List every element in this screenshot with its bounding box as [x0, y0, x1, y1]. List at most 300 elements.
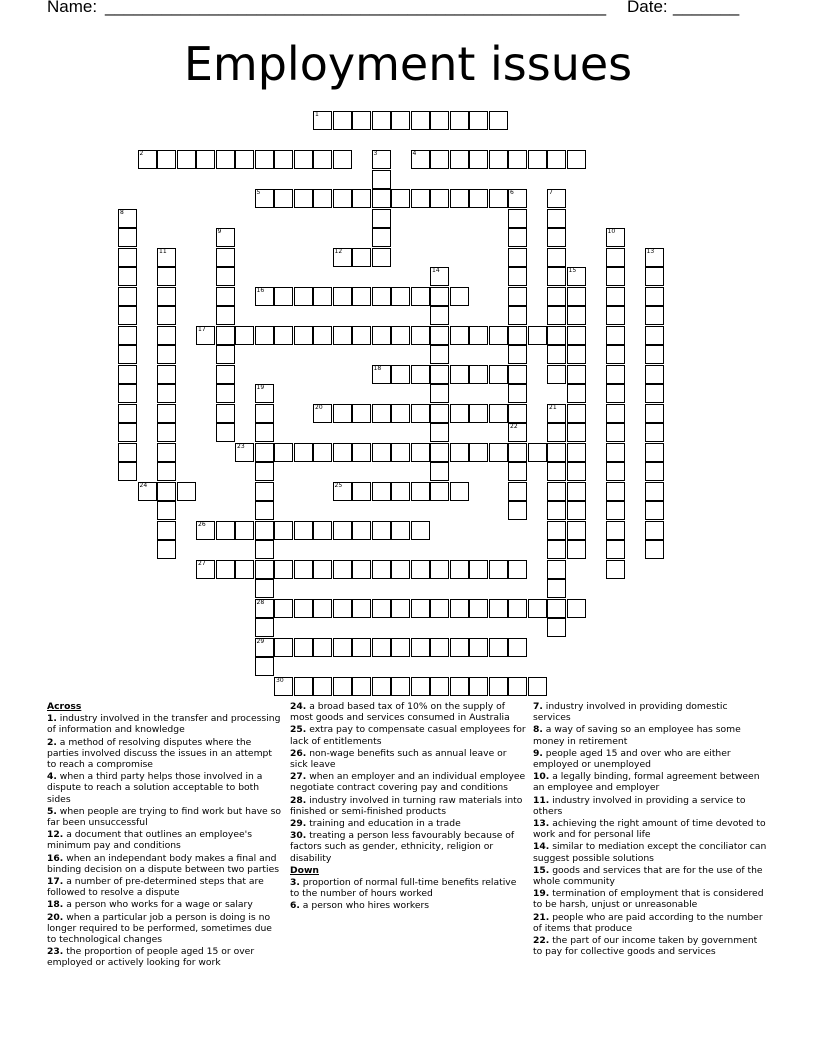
crossword-cell[interactable]: [645, 287, 664, 306]
crossword-cell[interactable]: [118, 365, 137, 384]
crossword-cell[interactable]: [333, 404, 352, 423]
crossword-cell[interactable]: [645, 423, 664, 442]
crossword-cell[interactable]: [157, 423, 176, 442]
crossword-cell[interactable]: [216, 267, 235, 286]
crossword-cell[interactable]: [430, 150, 449, 169]
crossword-cell[interactable]: [391, 638, 410, 657]
crossword-cell[interactable]: [489, 443, 508, 462]
crossword-cell[interactable]: [450, 638, 469, 657]
crossword-cell[interactable]: [606, 267, 625, 286]
crossword-cell[interactable]: [216, 228, 235, 247]
crossword-cell[interactable]: [118, 209, 137, 228]
crossword-cell[interactable]: [313, 326, 332, 345]
crossword-cell[interactable]: [352, 248, 371, 267]
crossword-cell[interactable]: [547, 599, 566, 618]
crossword-cell[interactable]: [489, 150, 508, 169]
crossword-cell[interactable]: [333, 560, 352, 579]
crossword-cell[interactable]: [352, 111, 371, 130]
crossword-cell[interactable]: [255, 462, 274, 481]
crossword-cell[interactable]: [157, 482, 176, 501]
crossword-cell[interactable]: [333, 599, 352, 618]
crossword-cell[interactable]: [274, 560, 293, 579]
crossword-cell[interactable]: [333, 677, 352, 696]
crossword-cell[interactable]: [508, 287, 527, 306]
crossword-cell[interactable]: [430, 326, 449, 345]
crossword-cell[interactable]: [274, 189, 293, 208]
crossword-cell[interactable]: [489, 189, 508, 208]
crossword-cell[interactable]: [430, 423, 449, 442]
crossword-cell[interactable]: [508, 189, 527, 208]
crossword-cell[interactable]: [118, 443, 137, 462]
crossword-cell[interactable]: [196, 521, 215, 540]
crossword-cell[interactable]: [567, 443, 586, 462]
crossword-cell[interactable]: [255, 150, 274, 169]
crossword-cell[interactable]: [430, 443, 449, 462]
crossword-cell[interactable]: [547, 306, 566, 325]
crossword-cell[interactable]: [567, 345, 586, 364]
crossword-cell[interactable]: [372, 326, 391, 345]
crossword-cell[interactable]: [645, 521, 664, 540]
crossword-cell[interactable]: [216, 248, 235, 267]
crossword-cell[interactable]: [391, 326, 410, 345]
crossword-cell[interactable]: [333, 638, 352, 657]
crossword-cell[interactable]: [547, 482, 566, 501]
crossword-cell[interactable]: [411, 326, 430, 345]
crossword-cell[interactable]: [547, 443, 566, 462]
crossword-cell[interactable]: [567, 365, 586, 384]
crossword-cell[interactable]: [274, 521, 293, 540]
crossword-cell[interactable]: [489, 560, 508, 579]
crossword-cell[interactable]: [235, 326, 254, 345]
crossword-cell[interactable]: [216, 365, 235, 384]
crossword-cell[interactable]: [352, 560, 371, 579]
crossword-cell[interactable]: [157, 540, 176, 559]
crossword-cell[interactable]: [547, 150, 566, 169]
crossword-cell[interactable]: [294, 677, 313, 696]
crossword-cell[interactable]: [606, 423, 625, 442]
crossword-cell[interactable]: [118, 462, 137, 481]
crossword-cell[interactable]: [567, 150, 586, 169]
crossword-cell[interactable]: [411, 482, 430, 501]
crossword-cell[interactable]: [489, 365, 508, 384]
crossword-cell[interactable]: [333, 150, 352, 169]
crossword-cell[interactable]: [489, 326, 508, 345]
crossword-cell[interactable]: [313, 150, 332, 169]
crossword-cell[interactable]: [216, 384, 235, 403]
crossword-cell[interactable]: [333, 482, 352, 501]
crossword-cell[interactable]: [157, 248, 176, 267]
crossword-cell[interactable]: [391, 404, 410, 423]
crossword-cell[interactable]: [118, 423, 137, 442]
crossword-cell[interactable]: [606, 404, 625, 423]
crossword-cell[interactable]: [216, 560, 235, 579]
crossword-cell[interactable]: [508, 462, 527, 481]
crossword-cell[interactable]: [508, 482, 527, 501]
crossword-cell[interactable]: [430, 189, 449, 208]
crossword-cell[interactable]: [508, 560, 527, 579]
crossword-cell[interactable]: [606, 384, 625, 403]
crossword-cell[interactable]: [157, 462, 176, 481]
crossword-cell[interactable]: [567, 326, 586, 345]
crossword-cell[interactable]: [255, 482, 274, 501]
crossword-cell[interactable]: [391, 365, 410, 384]
crossword-cell[interactable]: [333, 443, 352, 462]
crossword-cell[interactable]: [274, 599, 293, 618]
crossword-cell[interactable]: [508, 404, 527, 423]
crossword-cell[interactable]: [528, 599, 547, 618]
crossword-cell[interactable]: [547, 579, 566, 598]
crossword-cell[interactable]: [411, 287, 430, 306]
crossword-cell[interactable]: [547, 501, 566, 520]
crossword-cell[interactable]: [567, 384, 586, 403]
crossword-cell[interactable]: [430, 384, 449, 403]
crossword-cell[interactable]: [372, 189, 391, 208]
crossword-cell[interactable]: [294, 638, 313, 657]
crossword-cell[interactable]: [450, 677, 469, 696]
crossword-cell[interactable]: [352, 521, 371, 540]
crossword-cell[interactable]: [157, 287, 176, 306]
crossword-cell[interactable]: [118, 404, 137, 423]
crossword-cell[interactable]: [255, 579, 274, 598]
crossword-cell[interactable]: [372, 404, 391, 423]
crossword-cell[interactable]: [177, 150, 196, 169]
crossword-cell[interactable]: [118, 306, 137, 325]
crossword-cell[interactable]: [528, 677, 547, 696]
crossword-cell[interactable]: [547, 462, 566, 481]
crossword-cell[interactable]: [313, 287, 332, 306]
crossword-cell[interactable]: [567, 267, 586, 286]
crossword-cell[interactable]: [391, 443, 410, 462]
crossword-cell[interactable]: [606, 287, 625, 306]
crossword-cell[interactable]: [547, 248, 566, 267]
crossword-cell[interactable]: [313, 189, 332, 208]
crossword-cell[interactable]: [645, 443, 664, 462]
crossword-cell[interactable]: [333, 189, 352, 208]
crossword-cell[interactable]: [430, 599, 449, 618]
crossword-cell[interactable]: [157, 306, 176, 325]
crossword-cell[interactable]: [391, 189, 410, 208]
crossword-cell[interactable]: [313, 443, 332, 462]
crossword-cell[interactable]: [255, 423, 274, 442]
crossword-cell[interactable]: [313, 599, 332, 618]
crossword-cell[interactable]: [450, 404, 469, 423]
crossword-cell[interactable]: [313, 111, 332, 130]
crossword-cell[interactable]: [372, 677, 391, 696]
crossword-cell[interactable]: [372, 170, 391, 189]
crossword-cell[interactable]: [645, 404, 664, 423]
crossword-cell[interactable]: [645, 482, 664, 501]
crossword-cell[interactable]: [411, 189, 430, 208]
crossword-cell[interactable]: [547, 423, 566, 442]
crossword-cell[interactable]: [430, 404, 449, 423]
crossword-cell[interactable]: [352, 326, 371, 345]
crossword-cell[interactable]: [255, 560, 274, 579]
crossword-cell[interactable]: [645, 306, 664, 325]
crossword-cell[interactable]: [294, 560, 313, 579]
crossword-cell[interactable]: [216, 326, 235, 345]
crossword-cell[interactable]: [294, 521, 313, 540]
crossword-cell[interactable]: [372, 521, 391, 540]
crossword-cell[interactable]: [391, 521, 410, 540]
crossword-cell[interactable]: [508, 345, 527, 364]
crossword-cell[interactable]: [313, 521, 332, 540]
crossword-cell[interactable]: [567, 521, 586, 540]
crossword-cell[interactable]: [430, 677, 449, 696]
crossword-cell[interactable]: [352, 638, 371, 657]
crossword-cell[interactable]: [391, 677, 410, 696]
crossword-cell[interactable]: [469, 638, 488, 657]
crossword-cell[interactable]: [606, 521, 625, 540]
crossword-cell[interactable]: [606, 228, 625, 247]
crossword-cell[interactable]: [235, 521, 254, 540]
crossword-cell[interactable]: [294, 599, 313, 618]
crossword-cell[interactable]: [450, 326, 469, 345]
crossword-cell[interactable]: [372, 111, 391, 130]
crossword-cell[interactable]: [157, 150, 176, 169]
crossword-cell[interactable]: [547, 540, 566, 559]
crossword-cell[interactable]: [157, 521, 176, 540]
crossword-cell[interactable]: [430, 638, 449, 657]
crossword-cell[interactable]: [547, 345, 566, 364]
crossword-cell[interactable]: [430, 306, 449, 325]
crossword-cell[interactable]: [528, 326, 547, 345]
crossword-cell[interactable]: [547, 365, 566, 384]
crossword-cell[interactable]: [547, 228, 566, 247]
crossword-cell[interactable]: [450, 111, 469, 130]
crossword-cell[interactable]: [567, 599, 586, 618]
crossword-cell[interactable]: [372, 365, 391, 384]
crossword-cell[interactable]: [313, 677, 332, 696]
crossword-cell[interactable]: [118, 287, 137, 306]
crossword-cell[interactable]: [216, 423, 235, 442]
crossword-cell[interactable]: [508, 150, 527, 169]
crossword-cell[interactable]: [606, 501, 625, 520]
crossword-cell[interactable]: [567, 462, 586, 481]
crossword-cell[interactable]: [469, 365, 488, 384]
crossword-cell[interactable]: [645, 384, 664, 403]
crossword-cell[interactable]: [157, 384, 176, 403]
crossword-cell[interactable]: [372, 599, 391, 618]
crossword-cell[interactable]: [157, 443, 176, 462]
crossword-cell[interactable]: [216, 404, 235, 423]
crossword-cell[interactable]: [645, 501, 664, 520]
crossword-cell[interactable]: [255, 657, 274, 676]
crossword-cell[interactable]: [547, 618, 566, 637]
crossword-cell[interactable]: [567, 404, 586, 423]
crossword-cell[interactable]: [411, 111, 430, 130]
crossword-cell[interactable]: [567, 501, 586, 520]
crossword-cell[interactable]: [294, 326, 313, 345]
crossword-cell[interactable]: [567, 287, 586, 306]
crossword-cell[interactable]: [547, 209, 566, 228]
crossword-cell[interactable]: [255, 521, 274, 540]
crossword-cell[interactable]: [450, 482, 469, 501]
crossword-cell[interactable]: [177, 482, 196, 501]
crossword-cell[interactable]: [508, 638, 527, 657]
crossword-cell[interactable]: [274, 677, 293, 696]
crossword-cell[interactable]: [606, 326, 625, 345]
crossword-cell[interactable]: [118, 384, 137, 403]
crossword-cell[interactable]: [489, 677, 508, 696]
crossword-cell[interactable]: [274, 638, 293, 657]
crossword-cell[interactable]: [508, 677, 527, 696]
crossword-cell[interactable]: [333, 111, 352, 130]
crossword-cell[interactable]: [294, 189, 313, 208]
crossword-cell[interactable]: [352, 189, 371, 208]
crossword-cell[interactable]: [469, 599, 488, 618]
crossword-cell[interactable]: [294, 150, 313, 169]
crossword-cell[interactable]: [411, 638, 430, 657]
crossword-cell[interactable]: [547, 287, 566, 306]
crossword-cell[interactable]: [469, 404, 488, 423]
crossword-cell[interactable]: [118, 267, 137, 286]
crossword-cell[interactable]: [489, 599, 508, 618]
crossword-cell[interactable]: [118, 326, 137, 345]
crossword-cell[interactable]: [645, 267, 664, 286]
crossword-cell[interactable]: [235, 443, 254, 462]
crossword-cell[interactable]: [547, 521, 566, 540]
crossword-cell[interactable]: [450, 560, 469, 579]
crossword-cell[interactable]: [430, 482, 449, 501]
crossword-cell[interactable]: [508, 326, 527, 345]
crossword-cell[interactable]: [157, 326, 176, 345]
crossword-cell[interactable]: [352, 443, 371, 462]
crossword-cell[interactable]: [352, 404, 371, 423]
crossword-cell[interactable]: [313, 560, 332, 579]
crossword-cell[interactable]: [606, 248, 625, 267]
crossword-cell[interactable]: [352, 287, 371, 306]
crossword-cell[interactable]: [430, 287, 449, 306]
crossword-cell[interactable]: [372, 228, 391, 247]
crossword-cell[interactable]: [528, 443, 547, 462]
crossword-cell[interactable]: [255, 287, 274, 306]
crossword-cell[interactable]: [450, 599, 469, 618]
crossword-cell[interactable]: [333, 326, 352, 345]
crossword-cell[interactable]: [157, 501, 176, 520]
crossword-cell[interactable]: [606, 560, 625, 579]
crossword-cell[interactable]: [606, 345, 625, 364]
crossword-cell[interactable]: [606, 365, 625, 384]
crossword-cell[interactable]: [372, 482, 391, 501]
crossword-cell[interactable]: [216, 521, 235, 540]
crossword-cell[interactable]: [411, 677, 430, 696]
crossword-cell[interactable]: [313, 404, 332, 423]
crossword-cell[interactable]: [235, 560, 254, 579]
crossword-cell[interactable]: [606, 443, 625, 462]
name-line[interactable]: _____________________________________________________: [105, 0, 607, 16]
crossword-cell[interactable]: [255, 404, 274, 423]
crossword-cell[interactable]: [469, 189, 488, 208]
crossword-cell[interactable]: [547, 326, 566, 345]
crossword-cell[interactable]: [118, 248, 137, 267]
crossword-cell[interactable]: [469, 326, 488, 345]
crossword-cell[interactable]: [411, 443, 430, 462]
crossword-cell[interactable]: [411, 365, 430, 384]
crossword-cell[interactable]: [606, 306, 625, 325]
crossword-cell[interactable]: [508, 306, 527, 325]
crossword-cell[interactable]: [606, 462, 625, 481]
crossword-cell[interactable]: [528, 150, 547, 169]
crossword-cell[interactable]: [333, 521, 352, 540]
crossword-cell[interactable]: [157, 365, 176, 384]
crossword-cell[interactable]: [372, 248, 391, 267]
crossword-cell[interactable]: [489, 111, 508, 130]
crossword-cell[interactable]: [508, 423, 527, 442]
crossword-cell[interactable]: [430, 267, 449, 286]
crossword-cell[interactable]: [508, 384, 527, 403]
crossword-cell[interactable]: [255, 540, 274, 559]
crossword-cell[interactable]: [216, 306, 235, 325]
crossword-cell[interactable]: [430, 462, 449, 481]
crossword-cell[interactable]: [352, 677, 371, 696]
crossword-cell[interactable]: [450, 189, 469, 208]
crossword-cell[interactable]: [274, 443, 293, 462]
crossword-cell[interactable]: [196, 326, 215, 345]
crossword-cell[interactable]: [469, 443, 488, 462]
crossword-cell[interactable]: [450, 150, 469, 169]
crossword-cell[interactable]: [508, 228, 527, 247]
crossword-cell[interactable]: [274, 287, 293, 306]
crossword-cell[interactable]: [567, 423, 586, 442]
crossword-cell[interactable]: [411, 150, 430, 169]
crossword-cell[interactable]: [411, 521, 430, 540]
crossword-cell[interactable]: [645, 345, 664, 364]
crossword-cell[interactable]: [508, 501, 527, 520]
crossword-cell[interactable]: [508, 365, 527, 384]
crossword-cell[interactable]: [430, 111, 449, 130]
crossword-cell[interactable]: [372, 443, 391, 462]
crossword-cell[interactable]: [508, 599, 527, 618]
crossword-cell[interactable]: [255, 384, 274, 403]
crossword-cell[interactable]: [391, 599, 410, 618]
crossword-cell[interactable]: [157, 404, 176, 423]
crossword-cell[interactable]: [411, 560, 430, 579]
crossword-cell[interactable]: [567, 540, 586, 559]
crossword-cell[interactable]: [216, 150, 235, 169]
crossword-cell[interactable]: [508, 248, 527, 267]
crossword-cell[interactable]: [469, 111, 488, 130]
crossword-cell[interactable]: [391, 287, 410, 306]
crossword-cell[interactable]: [645, 540, 664, 559]
crossword-cell[interactable]: [352, 482, 371, 501]
crossword-cell[interactable]: [138, 482, 157, 501]
crossword-cell[interactable]: [333, 287, 352, 306]
crossword-cell[interactable]: [391, 560, 410, 579]
crossword-cell[interactable]: [255, 443, 274, 462]
crossword-cell[interactable]: [313, 638, 332, 657]
crossword-cell[interactable]: [157, 267, 176, 286]
crossword-cell[interactable]: [547, 404, 566, 423]
crossword-cell[interactable]: [391, 111, 410, 130]
crossword-cell[interactable]: [489, 638, 508, 657]
crossword-cell[interactable]: [255, 501, 274, 520]
crossword-cell[interactable]: [255, 326, 274, 345]
crossword-cell[interactable]: [508, 209, 527, 228]
crossword-cell[interactable]: [138, 150, 157, 169]
crossword-cell[interactable]: [469, 560, 488, 579]
crossword-cell[interactable]: [372, 209, 391, 228]
crossword-cell[interactable]: [645, 365, 664, 384]
crossword-cell[interactable]: [391, 482, 410, 501]
crossword-cell[interactable]: [157, 345, 176, 364]
crossword-cell[interactable]: [567, 482, 586, 501]
crossword-cell[interactable]: [196, 150, 215, 169]
crossword-cell[interactable]: [430, 365, 449, 384]
crossword-cell[interactable]: [411, 599, 430, 618]
crossword-cell[interactable]: [294, 287, 313, 306]
crossword-cell[interactable]: [411, 404, 430, 423]
crossword-cell[interactable]: [606, 482, 625, 501]
